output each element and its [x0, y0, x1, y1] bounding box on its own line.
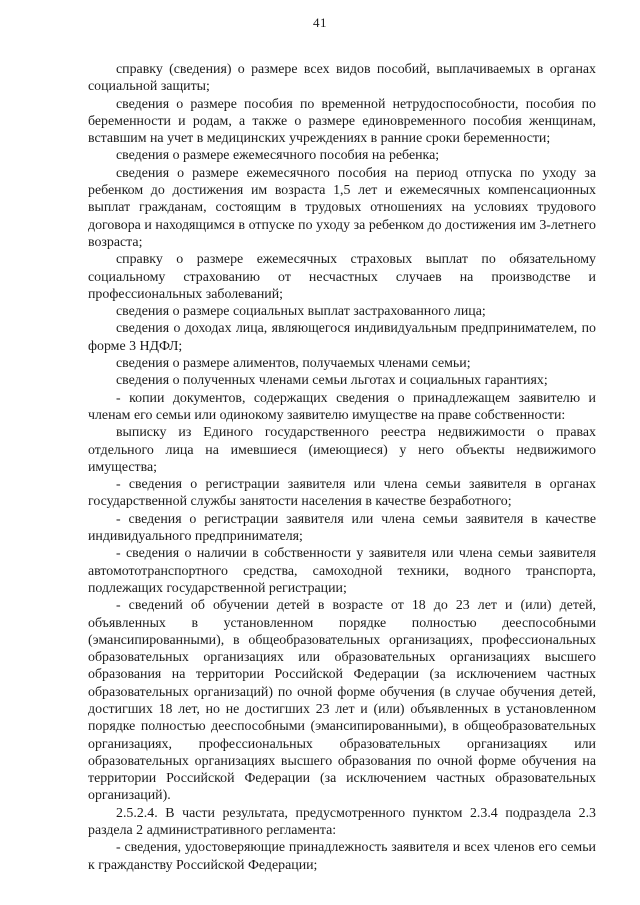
paragraph: сведения о размере ежемесячного пособия на период отпуска по уходу за ребенком до достижения им возраста 1,5 лет и ежемесячных компенсационных выплат гражданам, состоящим в трудовых отношениях на условиях трудового договора и находящимся в отпуске по уходу за ребенком до достижения им 3-летнего возраста;: [88, 165, 596, 250]
paragraph: выписку из Единого государственного реестра недвижимости о правах отдельного лица на имевшиеся (имеющиеся) у него объекты недвижимого имущества;: [88, 425, 596, 475]
paragraph: справку (сведения) о размере всех видов пособий, выплачиваемых в органах социальной защиты;: [88, 62, 596, 95]
paragraph: - копии документов, содержащих сведения о принадлежащем заявителю и членам его семьи или одинокому заявителю имуществе на праве собственности:: [88, 390, 596, 423]
paragraph: сведения о размере алиментов, получаемых членами семьи;: [116, 356, 471, 372]
paragraph: сведения о размере социальных выплат застрахованного лица;: [116, 304, 486, 320]
paragraph: сведения о полученных членами семьи льготах и социальных гарантиях;: [116, 373, 548, 389]
document-body: [88, 61, 596, 874]
section-paragraph: 2.5.2.4. В части результата, предусмотренного пунктом 2.3.4 подраздела 2.3 раздела 2 административного регламента:: [88, 805, 596, 839]
paragraph: - сведений об обучении детей в возрасте от 18 до 23 лет и (или) детей, объявленных в установленном порядке полностью дееспособными (эмансипированными), в общеобразовательных организациях, профессиональных образовательных организациях или образовательных организациях высшего образования на территории Российской Федерации (за исключением частных образовательных организаций) по очной форме обучения (в случае обучения детей, достигших 18 лет, но не достигших 23 лет и (или) объявленных в установленном порядке полностью дееспособными (эмансипированными), в общеобразовательных организациях, профессиональных образовательных организациях или образовательных организациях высшего образования по очной форме обучения на территории Российской Федерации (за исключением частных образовательных организаций).: [88, 598, 596, 804]
page-number: 41: [313, 15, 327, 30]
paragraph: - сведения о регистрации заявителя или члена семьи заявителя в органах государственной службы занятости населения в качестве безработного;: [88, 477, 596, 510]
paragraph: сведения о размере пособия по временной нетрудоспособности, пособия по беременности и родам, а также о размере единовременного пособия женщинам, вставшим на учет в медицинских учреждениях в ранние сроки беременности;: [88, 96, 596, 147]
paragraph: справку о размере ежемесячных страховых выплат по обязательному социальному страхованию от несчастных случаев на производстве и профессиональных заболеваний;: [88, 252, 596, 302]
paragraph: сведения о доходах лица, являющегося индивидуальным предпринимателем, по форме 3 НДФЛ;: [88, 321, 596, 354]
paragraph: - сведения о наличии в собственности у заявителя или члена семьи заявителя автомототранспортного средства, самоходной техники, водного транспорта, подлежащих государственной регистрации;: [88, 546, 596, 596]
paragraph: сведения о размере ежемесячного пособия на ребенка;: [116, 148, 440, 164]
paragraph: - сведения о регистрации заявителя или члена семьи заявителя в качестве индивидуального предпринимателя;: [88, 511, 596, 545]
paragraph: - сведения, удостоверяющие принадлежность заявителя и всех членов его семьи к гражданству Российской Федерации;: [88, 840, 596, 873]
